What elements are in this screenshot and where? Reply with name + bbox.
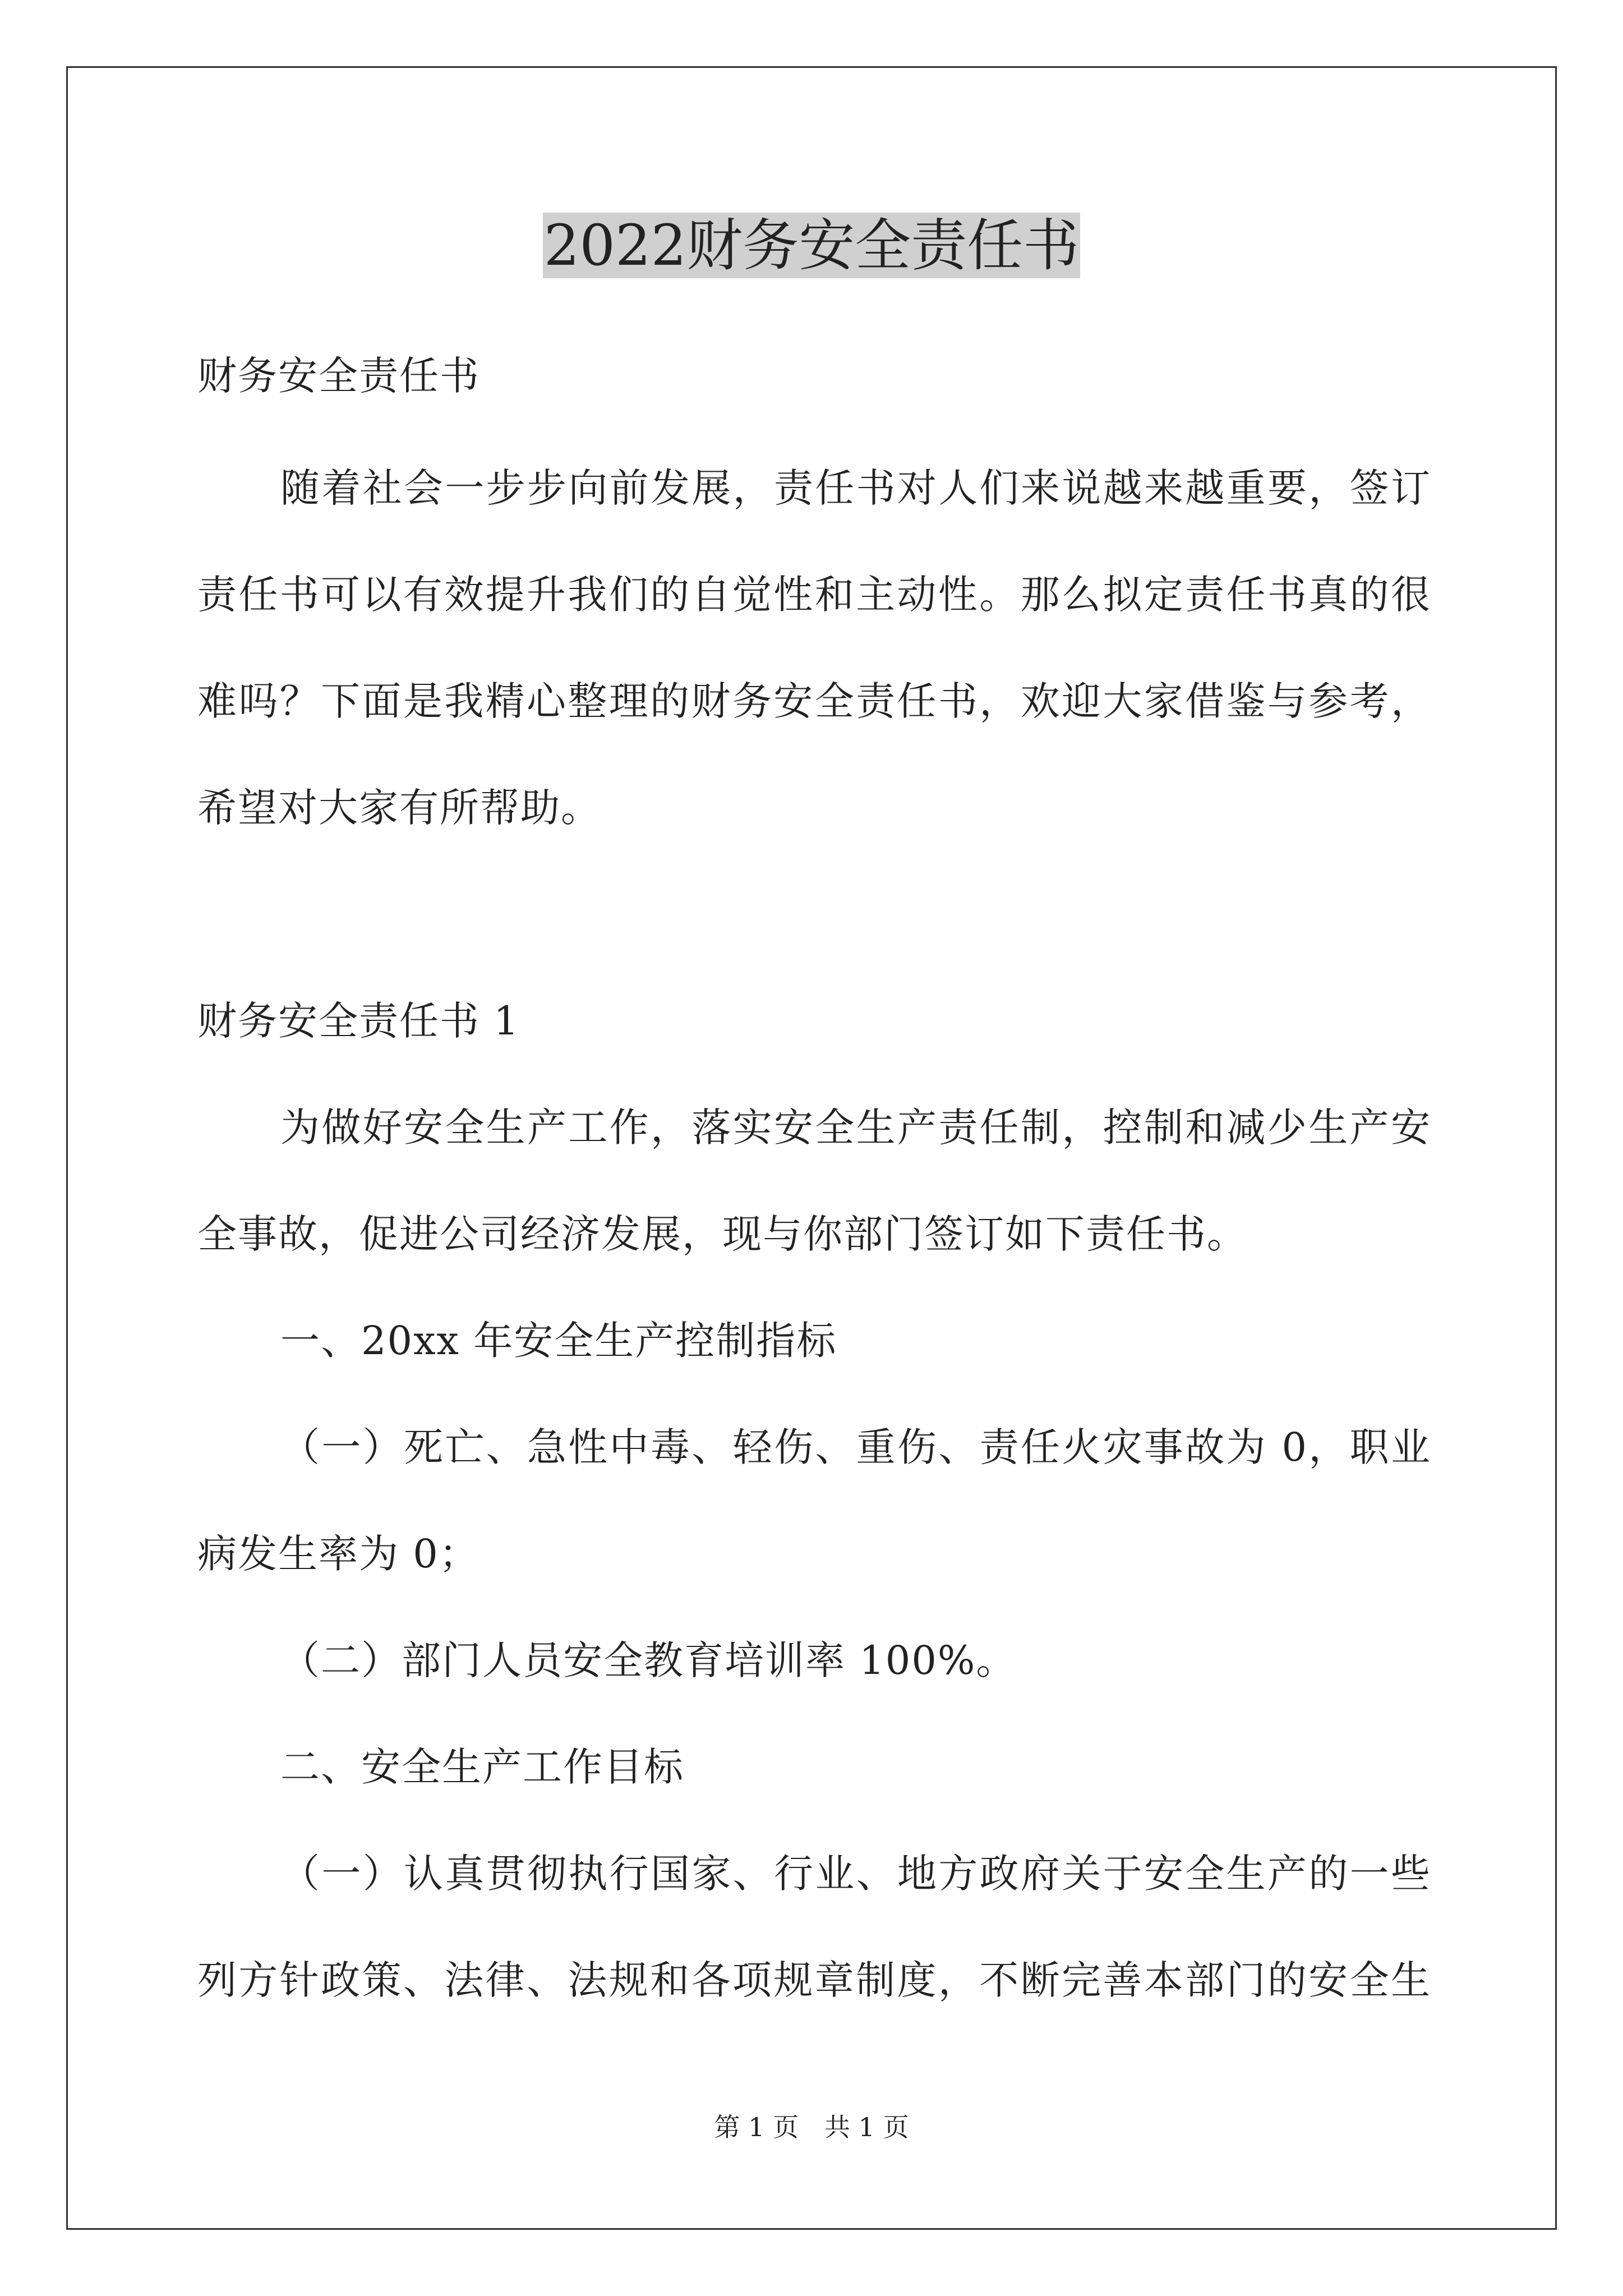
paragraph-line: 责任书可以有效提升我们的自觉性和主动性。那么拟定责任书真的很 xyxy=(197,572,1431,618)
page-number: 第 1 页 共 1 页 xyxy=(714,2112,909,2142)
paragraph-line: 难吗？下面是我精心整理的财务安全责任书，欢迎大家借鉴与参考， xyxy=(197,678,1431,724)
document-title: 2022财务安全责任书 xyxy=(543,213,1080,278)
paragraph-line: 列方针政策、法律、法规和各项规章制度，不断完善本部门的安全生 xyxy=(197,1957,1431,2003)
paragraph-line: （二）部门人员安全教育培训率 100%。 xyxy=(280,1637,1017,1683)
list-heading: 二、安全生产工作目标 xyxy=(280,1744,684,1790)
paragraph-line: 为做好安全生产工作，落实安全生产责任制，控制和减少生产安 xyxy=(280,1105,1431,1151)
paragraph-line: （一）认真贯彻执行国家、行业、地方政府关于安全生产的一些 xyxy=(280,1851,1431,1897)
paragraph-line: （一）死亡、急性中毒、轻伤、重伤、责任火灾事故为 0，职业 xyxy=(280,1424,1431,1470)
paragraph-line: 随着社会一步步向前发展，责任书对人们来说越来越重要，签订 xyxy=(280,465,1431,511)
section-heading: 财务安全责任书 xyxy=(197,353,480,399)
paragraph-line: 全事故，促进公司经济发展，现与你部门签订如下责任书。 xyxy=(197,1211,1247,1257)
section-heading: 财务安全责任书 1 xyxy=(197,998,520,1044)
list-heading: 一、20xx 年安全生产控制指标 xyxy=(280,1318,837,1364)
paragraph-line: 病发生率为 0； xyxy=(197,1531,479,1577)
paragraph-line: 希望对大家有所帮助。 xyxy=(197,785,601,831)
